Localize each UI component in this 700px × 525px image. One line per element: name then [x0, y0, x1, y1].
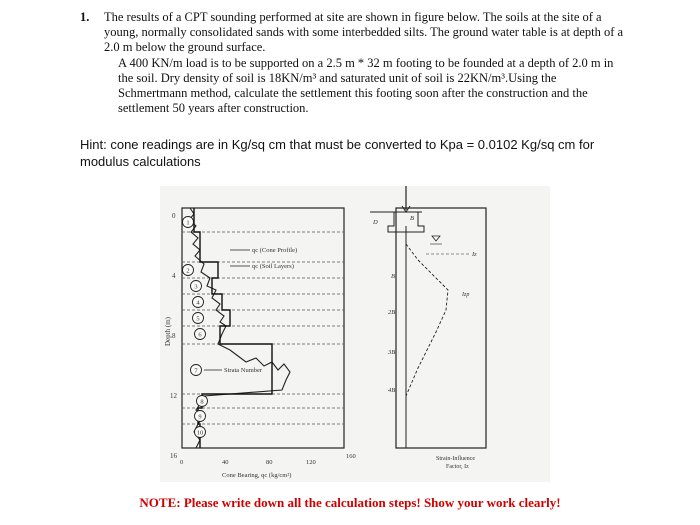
- qc-tick-0: 0: [180, 459, 184, 466]
- depth-label-3b: 3B: [388, 349, 396, 356]
- depth-tick-16: 16: [170, 452, 177, 460]
- strata-6: 6: [198, 331, 202, 339]
- qc-tick-80: 80: [266, 459, 273, 466]
- legend-soil-layers: qc (Soil Layers): [252, 263, 294, 270]
- qc-tick-120: 120: [306, 459, 316, 466]
- depth-label-d: D: [373, 219, 378, 226]
- influence-axis-label-1: Strain-Influence: [436, 456, 475, 462]
- strata-10: 10: [196, 429, 204, 437]
- depth-label-4b: 4B: [388, 387, 396, 394]
- strata-7: 7: [194, 367, 198, 375]
- strata-5: 5: [196, 315, 200, 323]
- depth-axis-label: Depth (m): [164, 317, 172, 346]
- problem-statement: [80, 10, 624, 116]
- strata-4: 4: [196, 299, 200, 307]
- hint-label: Hint:: [80, 137, 107, 152]
- qc-axis-label: Cone Bearing, qc (kg/cm²): [222, 472, 292, 479]
- influence-top-label: Iz: [472, 251, 477, 258]
- hint-text: [80, 136, 640, 170]
- cpt-figure: [160, 186, 550, 482]
- strata-9: 9: [198, 413, 202, 421]
- qc-tick-40: 40: [222, 459, 229, 466]
- strata-8: 8: [200, 398, 204, 406]
- qc-tick-160: 160: [346, 453, 356, 460]
- legend-cone-profile: qc (Cone Profile): [252, 247, 298, 254]
- depth-tick-0: 0: [172, 212, 176, 220]
- influence-axis-label-2: Factor, Iz: [446, 464, 469, 470]
- problem-paragraph-2: A 400 KN/m load is to be supported on a 2.5 m * 32 m footing to be founded at a depth of 2.0 m in the soil. Dry density of soil is 18KN/m³ and saturated unit of soil is 22KN/m³.Using the Schmertmann method, calculate the settlement this footing soon after the construction and the settlement 50 years after construction.: [118, 56, 614, 115]
- depth-tick-8: 8: [172, 332, 176, 340]
- depth-label-b: B: [391, 273, 395, 280]
- strata-1: 1: [186, 219, 190, 227]
- strata-number-label: Strata Number: [224, 367, 263, 374]
- influence-peak-label: Izp: [462, 292, 470, 298]
- hint-body: cone readings are in Kg/sq cm that must be converted to Kpa = 0.0102 Kg/sq cm for modulus calculations: [80, 137, 595, 169]
- strata-3: 3: [194, 283, 198, 291]
- cpt-figure-svg: [160, 186, 550, 482]
- footing-width-label: B: [410, 215, 414, 222]
- note-instruction: NOTE: Please write down all the calculation steps! Show your work clearly!: [139, 495, 561, 510]
- depth-label-2b: 2B: [388, 309, 396, 316]
- problem-number: 1.: [80, 10, 90, 24]
- figure-background: [160, 186, 550, 482]
- strata-2: 2: [186, 267, 190, 275]
- depth-tick-4: 4: [172, 272, 176, 280]
- depth-tick-12: 12: [170, 392, 177, 400]
- problem-paragraph-1: The results of a CPT sounding performed at site are shown in figure below. The soils at the site of a young, normally consolidated sands with some interbedded silts. The ground water table is at depth of a 2.0 m below the ground surface.: [104, 10, 624, 54]
